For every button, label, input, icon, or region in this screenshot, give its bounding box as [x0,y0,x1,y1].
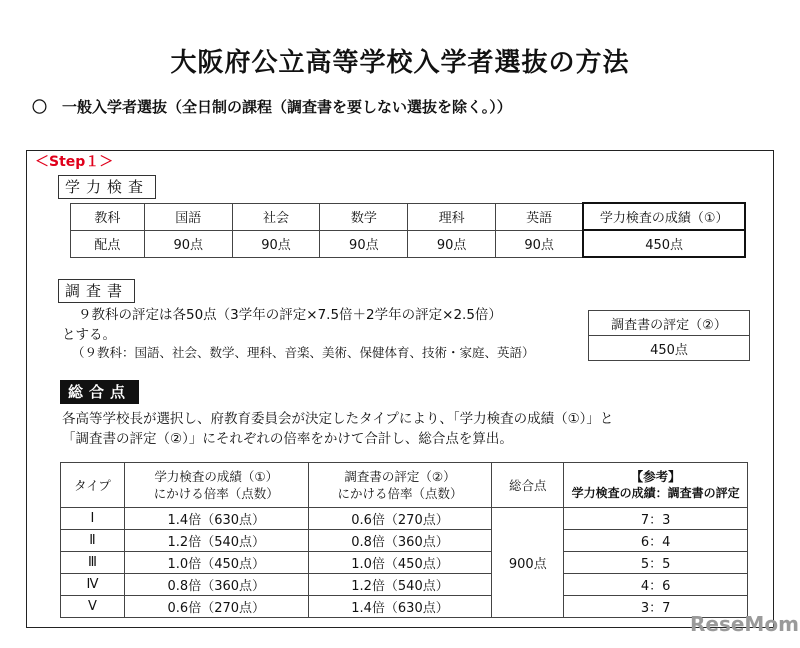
table-row [589,336,750,361]
header-line: にかける倍率（点数） [153,486,279,501]
table-cell: 1.4倍（630点） [124,508,308,530]
table-cell: 7：3 [564,508,748,530]
table-cell: 6：4 [564,530,748,552]
table-cell: 90点 [496,230,584,257]
section-label-gakuryoku: 学力検査 [58,175,156,199]
header-line: 調査書の評定（②） [344,469,456,484]
header-line: 学力検査の成績：調査書の評定 [571,486,740,500]
chousasho-box [588,310,750,361]
header-line: 【参考】 [630,469,681,484]
table-cell: 3：7 [564,596,748,618]
subtitle: 〇 一般入学者選抜（全日制の課程（調査書を要しない選抜を除く。）） [32,98,512,116]
table-cell: Ⅳ [61,574,125,596]
body-text: 各高等学校長が選択し、府教育委員会が決定したタイプにより、「学力検査の成績（①）」と [62,411,614,427]
table-cell: 90点 [232,230,320,257]
table-cell: 90点 [144,230,232,257]
table-header [564,463,748,508]
table-cell-total: 900点 [492,508,564,618]
table-cell: 0.8倍（360点） [124,574,308,596]
table-cell: 5：5 [564,552,748,574]
table-cell: 1.0倍（450点） [124,552,308,574]
page-title: 大阪府公立高等学校入学者選抜の方法 [170,48,630,78]
table-cell: Ⅲ [61,552,125,574]
table-cell: 90点 [320,230,408,257]
table-cell: 1.2倍（540点） [124,530,308,552]
body-text: ９教科の評定は各50点（3学年の評定×7.5倍＋2学年の評定×2.5倍） [78,307,502,323]
table-cell: Ⅱ [61,530,125,552]
table-row [61,552,748,574]
table-row [71,203,746,230]
header-line: にかける倍率（点数） [337,486,463,501]
table-cell: Ⅴ [61,596,125,618]
table-header: 総合点 [492,463,564,508]
score-table [70,202,746,258]
table-row [71,230,746,257]
section-label-chousasho: 調査書 [58,279,135,303]
table-cell: 0.6倍（270点） [308,508,492,530]
table-cell: 数学 [320,203,408,230]
table-cell: 教科 [71,203,145,230]
table-cell: 0.6倍（270点） [124,596,308,618]
table-row [61,596,748,618]
table-row [61,508,748,530]
table-cell: 社会 [232,203,320,230]
table-cell: 450点 [583,230,745,257]
table-row [589,311,750,336]
table-cell: 4：6 [564,574,748,596]
table-header: タイプ [61,463,125,508]
table-cell: 1.0倍（450点） [308,552,492,574]
body-text: とする。 [62,327,116,343]
table-cell: 学力検査の成績（①） [583,203,745,230]
table-header [124,463,308,508]
table-cell: 90点 [408,230,496,257]
type-table [60,462,748,618]
table-cell: 国語 [144,203,232,230]
table-row [61,574,748,596]
table-cell: 1.2倍（540点） [308,574,492,596]
step-label: ＜Step１＞ [35,154,114,170]
table-cell: 配点 [71,230,145,257]
header-line: 学力検査の成績（①） [154,469,279,484]
resemom-logo: ReseMom [690,612,799,636]
table-header [308,463,492,508]
table-cell: 理科 [408,203,496,230]
table-row [61,463,748,508]
table-cell: 調査書の評定（②） [589,311,750,336]
body-text: 「調査書の評定（②）」にそれぞれの倍率をかけて合計し、総合点を算出。 [62,431,513,447]
table-cell: 450点 [589,336,750,361]
section-label-sougouten: 総合点 [60,380,139,404]
table-row [61,530,748,552]
table-cell: 英語 [496,203,584,230]
body-text: （９教科：国語、社会、数学、理科、音楽、美術、保健体育、技術・家庭、英語） [72,345,535,360]
table-cell: 0.8倍（360点） [308,530,492,552]
table-cell: Ⅰ [61,508,125,530]
table-cell: 1.4倍（630点） [308,596,492,618]
